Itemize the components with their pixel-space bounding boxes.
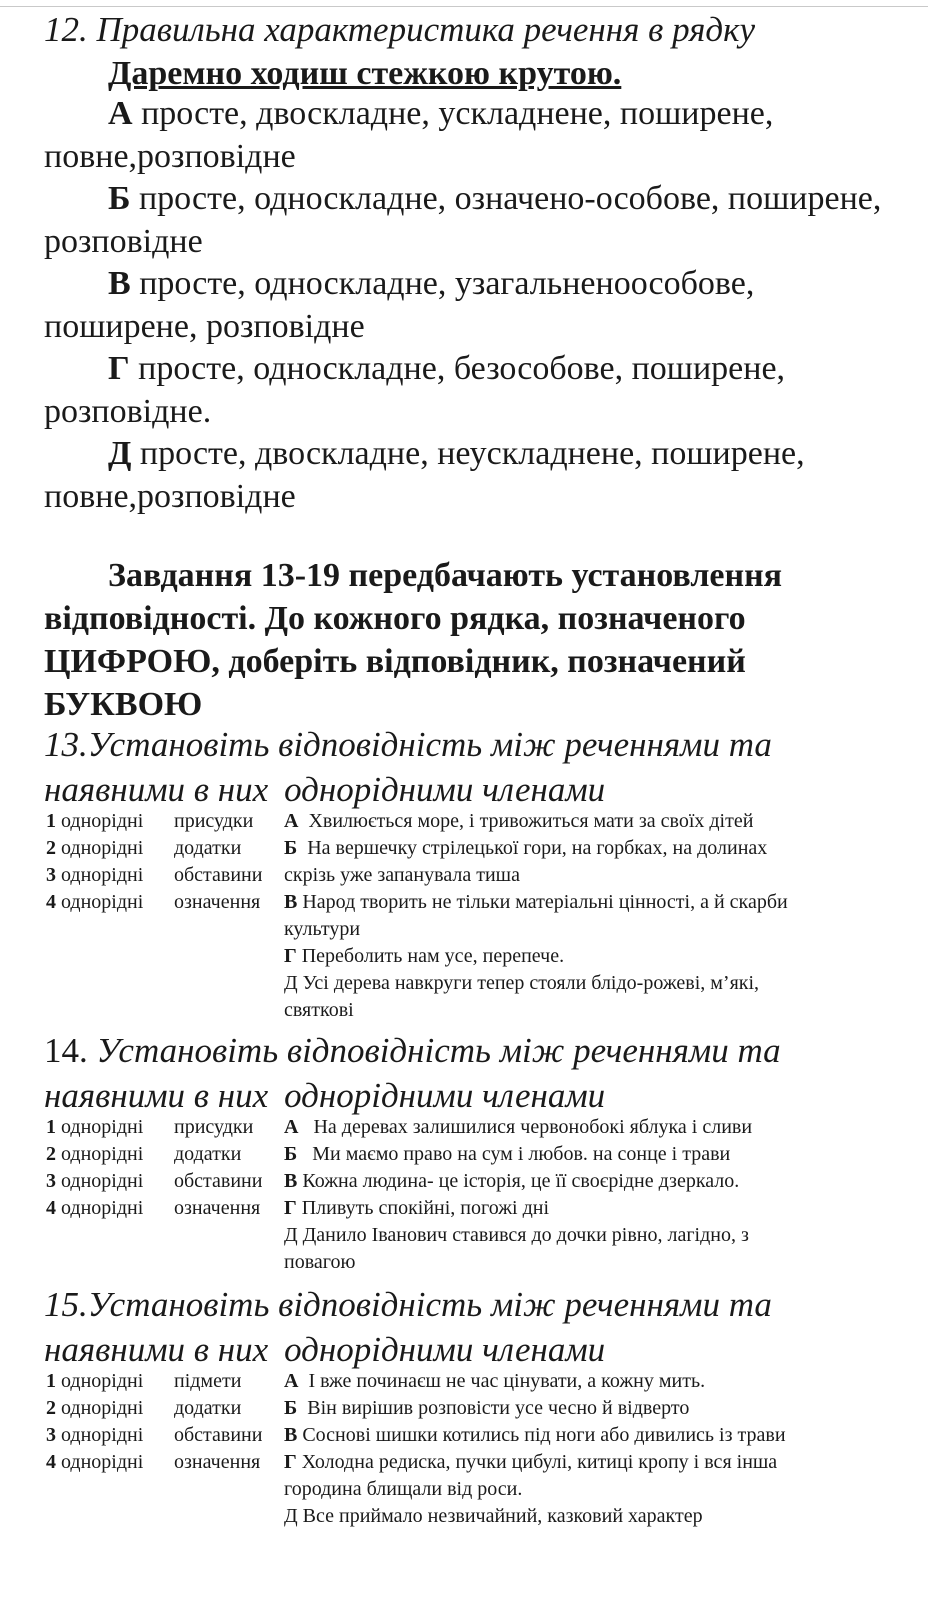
question-title-line2a: наявними в них: [44, 1076, 269, 1115]
match-row: [46, 1422, 786, 1449]
match-row: [46, 1114, 753, 1141]
match-row: [46, 889, 788, 916]
row-text: Переболить нам усе, перепече.: [301, 945, 565, 967]
row-kind: обставини: [174, 1170, 263, 1192]
match-row: [46, 1141, 749, 1168]
row-kind: означення: [174, 891, 261, 913]
row-letter: А: [284, 1370, 299, 1392]
question-12-sentence: Даремно ходиш стежкою крутою.: [108, 55, 622, 92]
row-text: культури: [284, 918, 361, 940]
row-word: однорідні: [61, 891, 144, 913]
question-title-line2b: однорідними членами: [284, 770, 606, 809]
row-number: 2: [46, 837, 56, 859]
match-row: [46, 808, 759, 835]
question-title-line1: Установіть відповідність між реченнями та: [87, 1285, 772, 1324]
option-b: [44, 177, 894, 263]
match-continuation: [46, 1476, 703, 1503]
row-letter: В: [284, 1170, 298, 1192]
row-word: однорідні: [61, 1116, 144, 1138]
row-number: 2: [46, 1143, 56, 1165]
row-word: однорідні: [61, 1197, 144, 1219]
question-14-matching: [46, 1114, 753, 1276]
row-letter: Г: [284, 1197, 297, 1219]
row-text: Все приймало незвичайний, казковий характер: [302, 1505, 703, 1527]
option-letter: В: [108, 265, 131, 302]
match-continuation: [46, 916, 759, 943]
row-number: 1: [46, 1370, 56, 1392]
option-v: [44, 262, 894, 348]
row-text: На вершечку стрілецької гори, на горбках, на долинах: [307, 837, 768, 859]
row-letter: Г: [284, 1451, 297, 1473]
row-word: однорідні: [61, 864, 144, 886]
row-text: Народ творить не тільки матеріальні цінності, а й скарби: [302, 891, 788, 913]
row-letter: А: [284, 810, 299, 832]
row-number: 2: [46, 1397, 56, 1419]
row-kind: присудки: [174, 810, 254, 832]
question-title-line1: Установіть відповідність між реченнями та: [87, 725, 772, 764]
question-title-line2a: наявними в них: [44, 1330, 269, 1369]
row-kind: обставини: [174, 864, 263, 886]
row-word: однорідні: [61, 1424, 144, 1446]
row-kind: додатки: [174, 1397, 242, 1419]
row-letter: Б: [284, 837, 298, 859]
option-letter: Г: [108, 350, 130, 387]
match-continuation: [46, 1249, 749, 1276]
option-text: просте, двоскладне, ускладнене, поширене, повне,розповідне: [44, 95, 774, 175]
row-letter: В: [284, 891, 298, 913]
match-continuation: [46, 943, 759, 970]
row-number: 4: [46, 1451, 56, 1473]
row-word: однорідні: [61, 837, 144, 859]
row-text: городина блищали від роси.: [284, 1478, 523, 1500]
match-continuation: [46, 1222, 749, 1249]
row-number: 4: [46, 1197, 56, 1219]
row-kind: присудки: [174, 1116, 254, 1138]
option-d: [44, 432, 894, 518]
option-letter: Д: [108, 435, 132, 472]
match-row: [46, 1168, 749, 1195]
row-word: однорідні: [61, 1170, 144, 1192]
option-text: просте, двоскладне, неускладнене, поширене, повне,розповідне: [44, 435, 805, 515]
question-number: 14.: [44, 1031, 88, 1070]
option-text: просте, односкладне, безособове, поширене, розповідне.: [44, 350, 786, 430]
match-row: [46, 862, 759, 889]
match-continuation: [46, 997, 759, 1024]
row-letter: Д: [284, 1505, 298, 1527]
option-h: [44, 347, 894, 433]
row-number: 4: [46, 891, 56, 913]
row-number: 3: [46, 864, 56, 886]
row-text: святкові: [284, 999, 354, 1021]
row-text: Кожна людина- це історія, це її своєрідне дзеркало.: [302, 1170, 740, 1192]
row-letter: Г: [284, 945, 297, 967]
row-kind: означення: [174, 1451, 261, 1473]
row-text: повагою: [284, 1251, 356, 1273]
question-15-title: [44, 1282, 904, 1372]
top-divider: [0, 6, 928, 7]
match-continuation: [46, 1503, 703, 1530]
match-row: [46, 1395, 703, 1422]
row-letter: В: [284, 1424, 298, 1446]
row-number: 3: [46, 1424, 56, 1446]
question-title-line2a: наявними в них: [44, 770, 269, 809]
row-text: Він вирішив розповісти усе чесно й відверто: [307, 1397, 690, 1419]
match-continuation: [46, 970, 759, 997]
row-letter: Д: [284, 972, 298, 994]
question-number: 13.: [44, 725, 88, 764]
row-text: Ми маємо право на сум і любов. на сонце і трави: [312, 1143, 731, 1165]
question-title-line1: Установіть відповідність між реченнями та: [96, 1031, 781, 1070]
option-text: просте, односкладне, узагальненоособове, поширене, розповідне: [44, 265, 755, 345]
row-text: І вже починаєш не час цінувати, а кожну мить.: [308, 1370, 706, 1392]
row-text: Хвилюється море, і тривожиться мати за своїх дітей: [308, 810, 754, 832]
row-text: Пливуть спокійні, погожі дні: [301, 1197, 550, 1219]
row-text: Данило Іванович ставився до дочки рівно, лагідно, з: [302, 1224, 749, 1246]
row-word: однорідні: [61, 1143, 144, 1165]
option-a: [44, 92, 894, 178]
row-word: однорідні: [61, 810, 144, 832]
match-row: [46, 1449, 778, 1476]
question-13-title: [44, 722, 904, 812]
row-text: Соснові шишки котились під ноги або дивились із трави: [302, 1424, 786, 1446]
row-letter: Б: [284, 1397, 298, 1419]
row-kind: означення: [174, 1197, 261, 1219]
row-number: 3: [46, 1170, 56, 1192]
row-letter: Д: [284, 1224, 298, 1246]
option-letter: А: [108, 95, 133, 132]
option-text: просте, односкладне, означено-особове, поширене, розповідне: [44, 180, 882, 260]
row-text: Усі дерева навкруги тепер стояли блідо-рожеві, м’які,: [302, 972, 760, 994]
row-kind: підмети: [174, 1370, 242, 1392]
row-kind: додатки: [174, 1143, 242, 1165]
row-text: Холодна редиска, пучки цибулі, китиці кропу і вся інша: [301, 1451, 778, 1473]
row-word: однорідні: [61, 1397, 144, 1419]
question-number: 15.: [44, 1285, 88, 1324]
row-word: однорідні: [61, 1451, 144, 1473]
row-kind: додатки: [174, 837, 242, 859]
row-letter: А: [284, 1116, 299, 1138]
question-title-line2b: однорідними членами: [284, 1076, 606, 1115]
row-text: На деревах залишилися червонобокі яблука і сливи: [313, 1116, 753, 1138]
row-word: однорідні: [61, 1370, 144, 1392]
row-text: скрізь уже запанувала тиша: [284, 864, 520, 886]
match-row: [46, 1368, 706, 1395]
question-13-matching: [46, 808, 788, 1024]
question-15-matching: [46, 1368, 786, 1530]
question-14-title: [44, 1028, 904, 1118]
match-row: [46, 1195, 749, 1222]
match-row: [46, 835, 768, 862]
question-12-title: 12. Правильна характеристика речення в рядку: [44, 10, 756, 49]
row-number: 1: [46, 810, 56, 832]
option-letter: Б: [108, 180, 131, 217]
row-kind: обставини: [174, 1424, 263, 1446]
row-number: 1: [46, 1116, 56, 1138]
row-letter: Б: [284, 1143, 298, 1165]
section-instruction: Завдання 13-19 передбачають установлення відповідності. До кожного рядка, позначеного ЦИФРОЮ, доберіть відповідник, позначений БУКВОЮ: [44, 557, 783, 723]
question-title-line2b: однорідними членами: [284, 1330, 606, 1369]
